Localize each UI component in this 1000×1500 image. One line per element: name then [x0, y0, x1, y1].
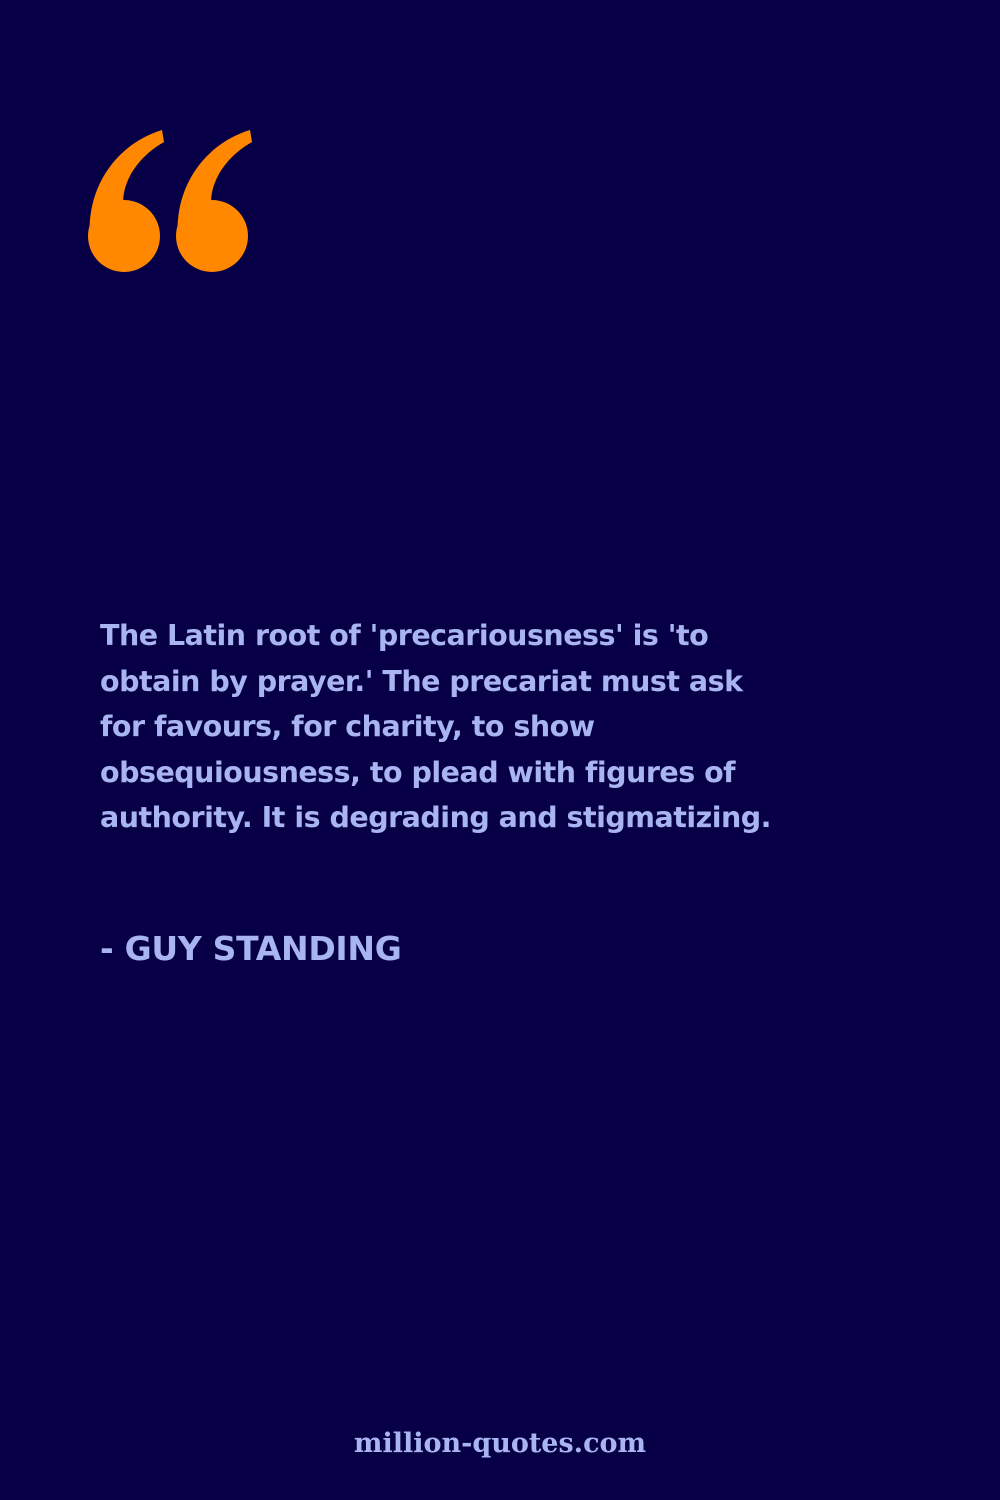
quote-author: - GUY STANDING [100, 929, 402, 968]
open-quote-icon [84, 128, 254, 273]
quote-text: The Latin root of 'precariousness' is 'to obtain by prayer.' The precariat must ask for favours, for charity, to show obsequiousness, to plead with figures of authority. It is degrading and stigmatizing. [100, 619, 771, 834]
site-watermark: million-quotes.com [353, 1428, 647, 1459]
